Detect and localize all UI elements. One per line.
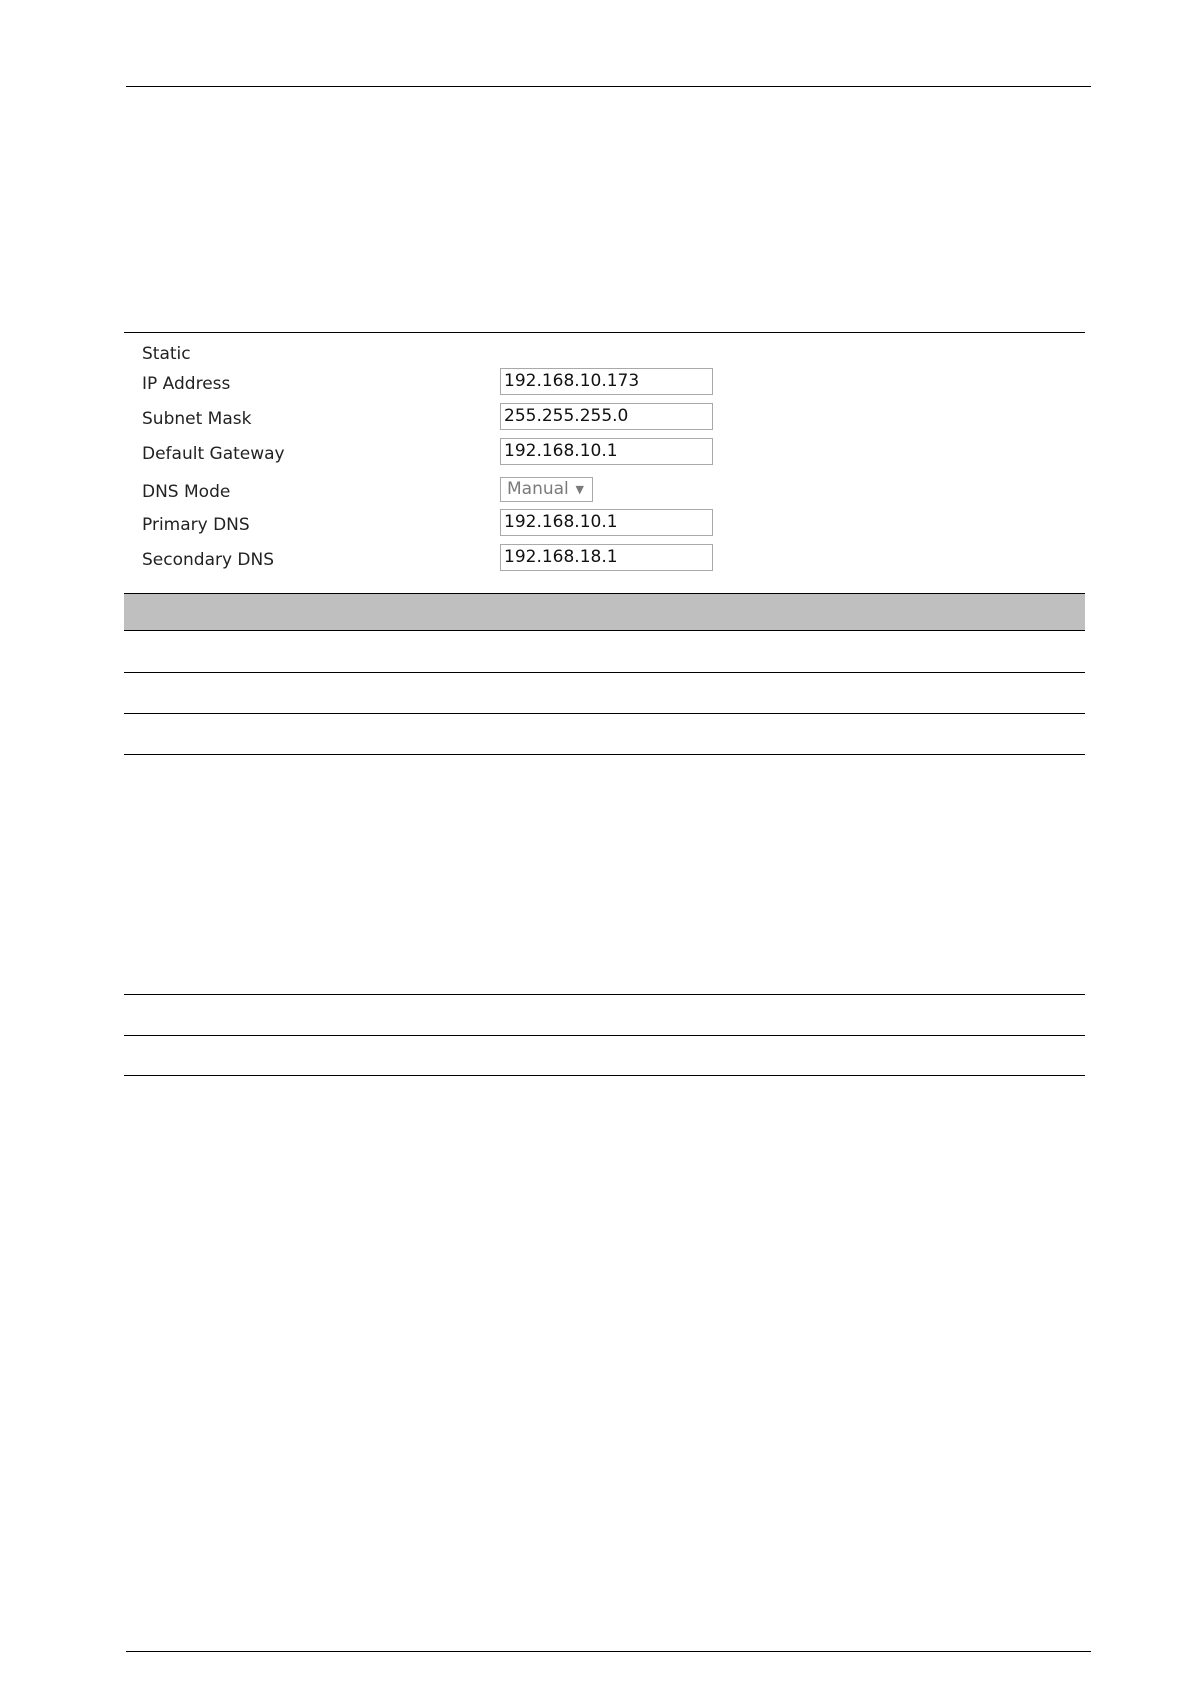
dns-mode-select[interactable]: [500, 477, 593, 502]
default-gateway-input[interactable]: 192.168.10.1: [500, 438, 713, 465]
primary-dns-label: Primary DNS: [142, 515, 250, 535]
table-row-rule: [124, 994, 1085, 995]
form-top-rule: [124, 332, 1085, 333]
subnet-mask-label: Subnet Mask: [142, 409, 252, 429]
table-row-rule: [124, 754, 1085, 755]
table-header-bar: [124, 593, 1085, 631]
secondary-dns-label: Secondary DNS: [142, 550, 275, 570]
primary-dns-input[interactable]: 192.168.10.1: [500, 509, 713, 536]
header-rule: [126, 86, 1091, 87]
default-gateway-label: Default Gateway: [142, 444, 285, 464]
table-row-rule: [124, 713, 1085, 714]
table-row-rule: [124, 1075, 1085, 1076]
subnet-mask-input[interactable]: 255.255.255.0: [500, 403, 713, 430]
ip-address-input[interactable]: 192.168.10.173: [500, 368, 713, 395]
dns-mode-label: DNS Mode: [142, 482, 231, 502]
table-row-rule: [124, 1035, 1085, 1036]
static-mode-label: Static: [142, 344, 191, 364]
secondary-dns-input[interactable]: 192.168.18.1: [500, 544, 713, 571]
footer-rule: [126, 1651, 1091, 1652]
triangle-down-icon: ▼: [575, 483, 584, 496]
dns-mode-value: Manual: [507, 479, 569, 499]
table-row-rule: [124, 672, 1085, 673]
ip-address-label: IP Address: [142, 374, 231, 394]
